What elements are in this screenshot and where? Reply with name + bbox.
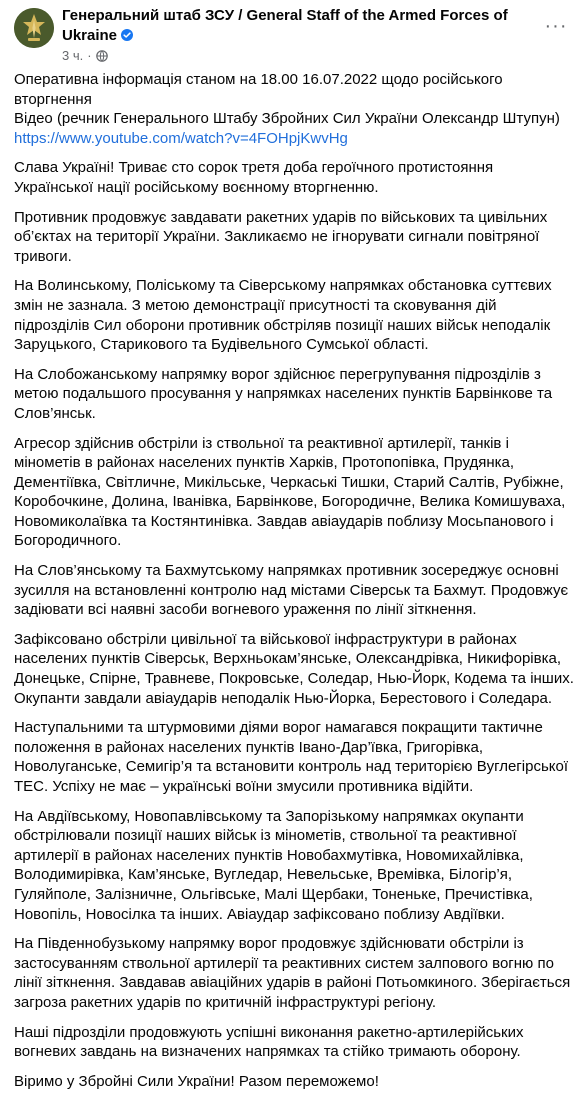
meta-separator: · xyxy=(87,48,92,63)
body-paragraph: На Волинському, Поліському та Сіверському напрямках обстановка суттєвих змін не зазнала. З метою демонстрації присутності та сковування дій підрозділів Сил оборони противник обстріляв позиції наших військ неподалік Заруцького, Старикового та Будівельного Сумської області. xyxy=(14,277,552,354)
intro-paragraph xyxy=(14,70,574,148)
youtube-link[interactable]: https://www.youtube.com/watch?v=4FOHpjKwvHg xyxy=(14,129,348,147)
body-paragraph: Агресор здійснив обстріли із ствольної та реактивної артилерії, танків і мінометів в районах населених пунктів Харків, Протопопівка, Прудянка, Дементіївка, Світличне, Микільське, Черкаські Тишки, Старий Салтів, Рубіжне, Коробочкине, Долина, Іванівка, Барвінкове, Богородичне, Велика Комишуваха, Новомиколаївка та Костянтинівка. Завдав авіаударів поблизу Мосьпанового і Богородичного. xyxy=(14,434,566,550)
closing-paragraph: Віримо у Збройні Сили України! Разом переможемо! xyxy=(14,1072,379,1090)
body-paragraph: Противник продовжує завдавати ракетних ударів по військових та цивільних об’єктах на території України. Закликаємо не ігнорувати сигнали повітряної тривоги. xyxy=(14,208,548,265)
intro-line-1: Оперативна інформація станом на 18.00 16.07.2022 щодо російського вторгнення xyxy=(14,71,503,108)
page-name[interactable] xyxy=(62,6,532,46)
page-avatar[interactable] xyxy=(14,8,54,48)
body-paragraph: На Слов’янському та Бахмутському напрямках противник зосереджує основні зусилля на встановленні контролю над містами Сіверськ та Бахмут. Продовжує задіювати всі наявні засоби вогневого ураження по лінії зіткнення. xyxy=(14,562,569,619)
verified-badge-icon xyxy=(121,29,133,41)
body-paragraph: На Авдіївському, Новопавлівському та Запорізькому напрямках окупанти обстрілювали позиції наших військ із мінометів, ствольної та реактивної артилерії в районах населених пунктів Новобахмутівка, Новомихайлівка, Володимирівка, Кам’янське, Вугледар, Невельське, Времівка, Білогір’я, Гуляйполе, Залізничне, Ольгівське, Малі Щербаки, Тоненьке, Пречистівка, Новопіль, Новосілка та інших. Авіаудар зафіксовано поблизу Авдіївки. xyxy=(14,807,533,923)
post-body xyxy=(14,70,574,1101)
body-paragraph: Зафіксовано обстріли цивільної та військової інфраструктури в районах населених пунктів Сіверськ, Верхньокам’янське, Олександрівка, Никифорівка, Донецьке, Спірне, Травневе, Покровське, Соледар, Нью-Йорк, Кодема та інших. Окупанти завдали авіаударів неподалік Нью-Йорка, Берестового і Соледара. xyxy=(14,630,574,707)
more-options-icon[interactable]: ··· xyxy=(544,14,568,37)
body-paragraph: Наступальними та штурмовими діями ворог намагався покращити тактичне положення в районах населених пунктів Івано-Дар’ївка, Григорівка, Новолуганське, Семигір’я та встановити контроль над територією Вуглегірської ТЕС. Успіху не має – українські воїни змусили противника відійти. xyxy=(14,719,569,795)
armed-forces-emblem-icon xyxy=(14,8,54,48)
body-paragraph: На Південнобузькому напрямку ворог продовжує здійснювати обстріли із застосуванням ствольної артилерії та реактивних систем залпового вогню по лінії зіткнення. Завдавав авіаційних ударів в районі Потьомкиного. Зберігається загроза ракетних ударів по критичній інфраструктурі регіону. xyxy=(14,935,571,1011)
body-paragraph: Слава Україні! Триває сто сорок третя доба героїчного протистояння Української нації російському воєнному вторгненню. xyxy=(14,159,494,196)
post-header xyxy=(14,6,574,66)
body-paragraph: На Слобожанському напрямку ворог здійснює перегрупування підрозділів з метою подальшого просування у напрямках населених пунктів Барвінкове та Слов’янськ. xyxy=(14,365,553,422)
post-meta xyxy=(62,48,108,64)
post-timestamp[interactable]: 3 ч. xyxy=(62,48,84,63)
body-paragraph: Наші підрозділи продовжують успішні виконання ракетно-артилерійських вогневих завдань на визначених напрямках та стійко тримають оборону. xyxy=(14,1023,524,1061)
page-name-text[interactable]: Генеральний штаб ЗСУ / General Staff of the Armed Forces of Ukraine xyxy=(62,7,508,44)
globe-icon[interactable] xyxy=(96,50,108,62)
intro-line-2: Відео (речник Генерального Штабу Збройних Сил України Олександр Штупун) xyxy=(14,110,560,128)
